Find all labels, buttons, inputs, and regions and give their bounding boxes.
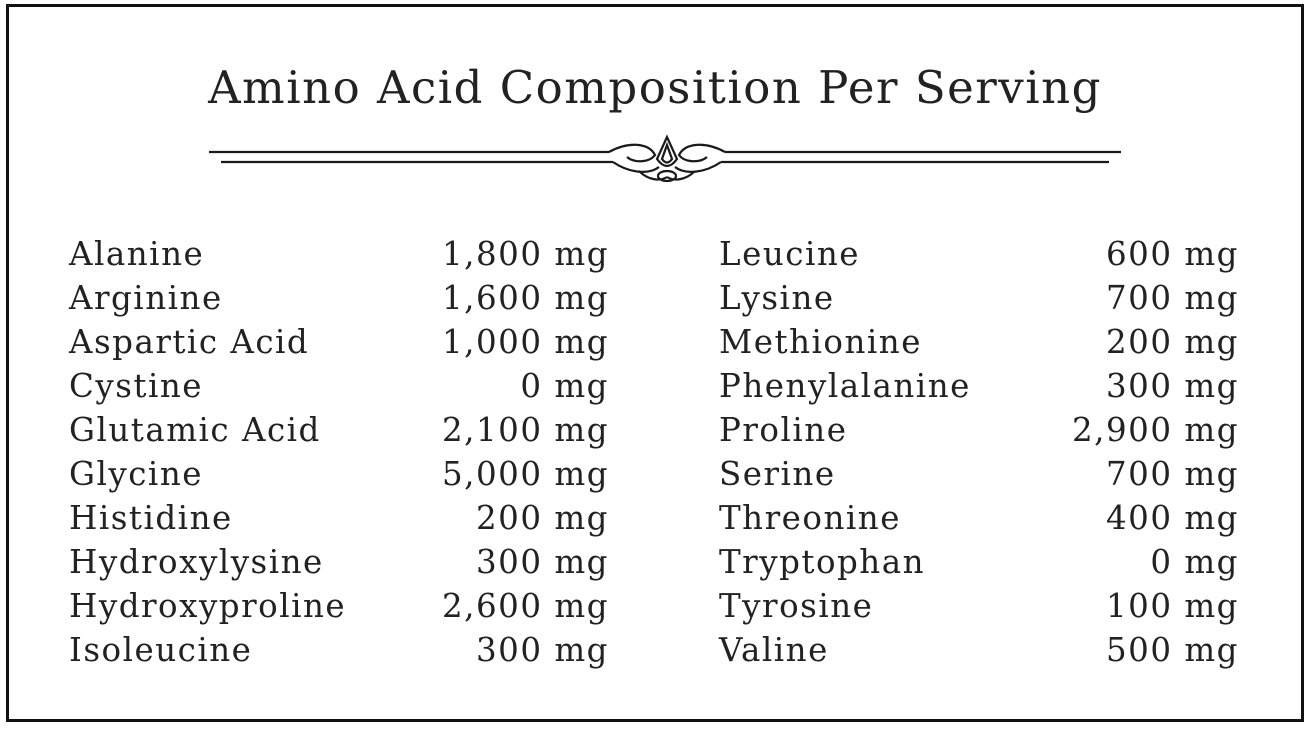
amino-amount: 300 mg	[476, 543, 609, 581]
amino-name: Lysine	[719, 279, 835, 317]
list-item	[69, 455, 609, 499]
amino-amount: 1,600 mg	[442, 279, 609, 317]
amino-amount: 700 mg	[1106, 279, 1239, 317]
amino-amount: 5,000 mg	[442, 455, 609, 493]
amino-amount: 600 mg	[1106, 235, 1239, 273]
amino-amount: 700 mg	[1106, 455, 1239, 493]
list-item	[719, 631, 1239, 675]
list-item	[69, 323, 609, 367]
list-item	[69, 543, 609, 587]
amino-name: Leucine	[719, 235, 861, 273]
label-frame	[6, 4, 1304, 722]
amino-name: Tryptophan	[719, 543, 926, 581]
amino-name: Alanine	[69, 235, 205, 273]
amino-name: Serine	[719, 455, 836, 493]
amino-list-left	[69, 235, 609, 675]
list-item	[719, 279, 1239, 323]
amino-name: Glycine	[69, 455, 203, 493]
amino-amount: 200 mg	[1106, 323, 1239, 361]
list-item	[69, 235, 609, 279]
amino-name: Methionine	[719, 323, 922, 361]
amino-amount: 400 mg	[1106, 499, 1239, 537]
list-item	[69, 631, 609, 675]
list-item	[69, 587, 609, 631]
amino-amount: 2,900 mg	[1072, 411, 1239, 449]
amino-name: Tyrosine	[719, 587, 874, 625]
amino-amount: 500 mg	[1106, 631, 1239, 669]
list-item	[719, 587, 1239, 631]
amino-name: Hydroxylysine	[69, 543, 324, 581]
list-item	[719, 499, 1239, 543]
amino-amount: 200 mg	[476, 499, 609, 537]
amino-name: Phenylalanine	[719, 367, 971, 405]
amino-amount: 0 mg	[520, 367, 609, 405]
list-item	[69, 367, 609, 411]
amino-amount: 1,800 mg	[442, 235, 609, 273]
amino-amount: 1,000 mg	[442, 323, 609, 361]
amino-amount: 300 mg	[476, 631, 609, 669]
list-item	[719, 455, 1239, 499]
list-item	[719, 235, 1239, 279]
amino-name: Isoleucine	[69, 631, 253, 669]
amino-name: Cystine	[69, 367, 204, 405]
amino-list-right	[719, 235, 1239, 675]
amino-amount: 300 mg	[1106, 367, 1239, 405]
amino-name: Hydroxyproline	[69, 587, 347, 625]
amino-name: Arginine	[69, 279, 223, 317]
list-item	[719, 367, 1239, 411]
ornament-divider-icon	[209, 133, 1125, 187]
page-title: Amino Acid Composition Per Serving	[208, 61, 1102, 114]
amino-amount: 2,100 mg	[442, 411, 609, 449]
amino-amount: 0 mg	[1150, 543, 1239, 581]
list-item	[719, 411, 1239, 455]
list-item	[69, 499, 609, 543]
list-item	[719, 323, 1239, 367]
amino-name: Proline	[719, 411, 848, 449]
amino-name: Glutamic Acid	[69, 411, 321, 449]
amino-name: Threonine	[719, 499, 901, 537]
list-item	[719, 543, 1239, 587]
amino-name: Valine	[719, 631, 829, 669]
list-item	[69, 279, 609, 323]
list-item	[69, 411, 609, 455]
amino-amount: 2,600 mg	[442, 587, 609, 625]
amino-amount: 100 mg	[1106, 587, 1239, 625]
amino-name: Histidine	[69, 499, 233, 537]
amino-name: Aspartic Acid	[69, 323, 310, 361]
